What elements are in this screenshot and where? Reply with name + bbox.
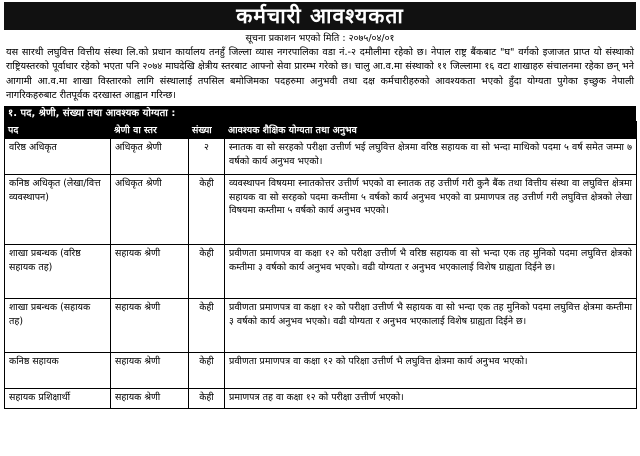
table-row (5, 299, 637, 353)
level-cell: सहायक श्रेणी (111, 389, 189, 409)
count-cell: केही (189, 245, 225, 299)
count-cell: केही (189, 175, 225, 245)
level-cell: अधिकृत श्रेणी (111, 139, 189, 175)
post-cell: शाखा प्रबन्धक (सहायक तह) (5, 299, 111, 353)
qualification-cell: प्रवीणता प्रमाणपत्र वा कक्षा १२ को परिक्षा उत्तीर्ण भै लघुवित्त क्षेत्रमा कार्य अनुभव भएको। (225, 353, 637, 389)
header-post: पद (5, 122, 111, 139)
header-count: संख्या (189, 122, 225, 139)
post-cell: कनिष्ठ अधिकृत (लेखा/वित्त व्यवस्थापन) (5, 175, 111, 245)
count-cell: केही (189, 389, 225, 409)
section-heading: १. पद, श्रेणी, संख्या तथा आवश्यक योग्यता : (4, 106, 636, 121)
header-level: श्रेणी वा स्तर (111, 122, 189, 139)
table-row (5, 139, 637, 175)
post-cell: वरिष्ठ अधिकृत (5, 139, 111, 175)
table-row (5, 389, 637, 409)
post-cell: शाखा प्रबन्धक (वरिष्ठ सहायक तह) (5, 245, 111, 299)
table-row (5, 353, 637, 389)
qualification-cell: प्रवीणता प्रमाणपत्र वा कक्षा १२ को परीक्षा उत्तीर्ण भै वरिष्ठ सहायक वा सो भन्दा एक तह मुनिको पदमा लघुवित्त क्षेत्रको कम्तीमा ३ वर्षको कार्य अनुभव भएको। वढी योग्यता र अनुभव भएकालाई विशेष ग्राह्यता दिईने छ। (225, 245, 637, 299)
header-qualification: आवश्यक शैक्षिक योग्यता तथा अनुभव (225, 122, 637, 139)
qualification-cell: स्नातक वा सो सरहको परीक्षा उत्तीर्ण भई लघुवित्त क्षेत्रमा वरिष्ठ सहायक वा सो भन्दा माथिको पदमा ५ वर्ष समेत जम्मा ७ वर्षको कार्य अनुभव भएको। (225, 139, 637, 175)
qualification-cell: व्यवस्थापन विषयमा स्नातकोत्तर उत्तीर्ण भएको वा स्नातक तह उत्तीर्ण गरी कुनै बैंक तथा वित्तीय संस्था वा लघुवित्त क्षेत्रमा सहायक वा सो सरहको पदमा कम्तीमा ५ वर्षको कार्य अनुभव भएको वा प्रमाणपत्र तह उत्तीर्ण गरी लघुवित्त क्षेत्रको लेखा विषयमा कम्तीमा ५ वर्षको कार्य अनुभव भएको। (225, 175, 637, 245)
intro-paragraph: यस सारथी लघुवित्त वित्तीय संस्था लि.को प्रधान कार्यालय तनहुँ जिल्ला व्यास नगरपालिका वडा नं.-२ दमौलीमा रहेको छ। नेपाल राष्ट्र बैंकबाट "घ" वर्गको इजाजत प्राप्त यो संस्थाको राष्ट्रियस्तरको पूर्वाधार रहेको भएता पनि २०७४ माघदेखि क्षेत्रीय स्तरबाट आफ्नो सेवा प्रारम्भ गरेको छ। चालु आ.व.मा संस्थाको ११ जिल्लामा १६ वटा शाखाहरु संचालनमा रहेका छन् भने आगामी आ.व.मा शाखा विस्तारको लागि संस्थालाई तपसिल बमोजिमका पदहरुमा अनुभवी तथा दक्ष कर्मचारीहरुको आवश्यकता भएको हुँदा योग्यता पुगेका इच्छुक नेपाली नागरिकहरुबाट रीतपूर्वक दरखास्त आह्वान गरिन्छ। (6, 47, 634, 101)
table-row (5, 245, 637, 299)
count-cell: केही (189, 299, 225, 353)
count-cell: केही (189, 353, 225, 389)
qualification-cell: प्रमाणपत्र तह वा कक्षा १२ को परीक्षा उत्तीर्ण भएको। (225, 389, 637, 409)
notice-title: कर्मचारी आवश्यकता (4, 2, 636, 30)
count-cell: २ (189, 139, 225, 175)
level-cell: अधिकृत श्रेणी (111, 175, 189, 245)
table-row (5, 175, 637, 245)
post-cell: सहायक प्रशिक्षार्थी (5, 389, 111, 409)
qualification-cell: प्रवीणता प्रमाणपत्र वा कक्षा १२ को परीक्षा उत्तीर्ण भै सहायक वा सो भन्दा एक तह मुनिको पदमा लघुवित्त क्षेत्रमा कम्तीमा ३ वर्षको कार्य अनुभव भएको। वढी योग्यता र अनुभव भएकालाई विशेष ग्राह्यता दिईने छ। (225, 299, 637, 353)
level-cell: सहायक श्रेणी (111, 353, 189, 389)
post-cell: कनिष्ठ सहायक (5, 353, 111, 389)
table-header-row (5, 122, 637, 139)
level-cell: सहायक श्रेणी (111, 245, 189, 299)
level-cell: सहायक श्रेणी (111, 299, 189, 353)
vacancy-table (4, 121, 637, 409)
publication-date: सूचना प्रकाशन भएको मिति : २०७५/०४/०१ (245, 33, 395, 44)
